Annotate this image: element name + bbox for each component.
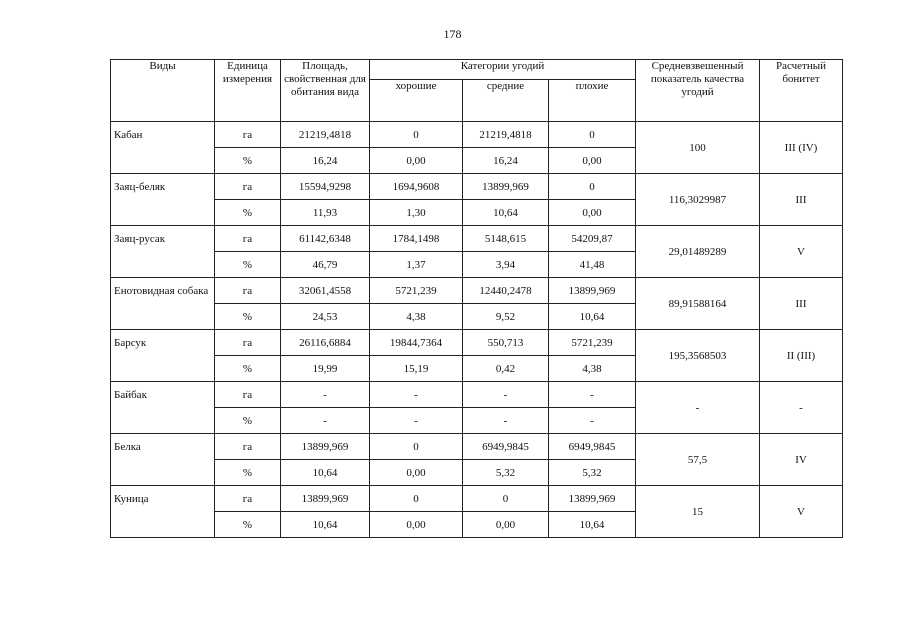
species-name: Барсук: [111, 330, 215, 382]
cell-area: -: [281, 408, 370, 434]
cell-medium: 10,64: [463, 200, 549, 226]
cell-good: 4,38: [370, 304, 463, 330]
cell-good: 15,19: [370, 356, 463, 382]
header-categories: Категории угодий: [370, 60, 636, 80]
table-header: [111, 60, 843, 122]
cell-quality: 57,5: [636, 434, 760, 486]
cell-medium: 550,713: [463, 330, 549, 356]
cell-medium: 5148,615: [463, 226, 549, 252]
cell-quality: 29,01489289: [636, 226, 760, 278]
cell-area: 21219,4818: [281, 122, 370, 148]
cell-area: 15594,9298: [281, 174, 370, 200]
cell-good: 1,37: [370, 252, 463, 278]
cell-poor: 6949,9845: [549, 434, 636, 460]
species-name: Белка: [111, 434, 215, 486]
cell-medium: 0,42: [463, 356, 549, 382]
cell-medium: 21219,4818: [463, 122, 549, 148]
cell-area: 11,93: [281, 200, 370, 226]
cell-good: 0,00: [370, 460, 463, 486]
cell-poor: 13899,969: [549, 486, 636, 512]
cell-bonitet: -: [760, 382, 843, 434]
cell-poor: 0,00: [549, 200, 636, 226]
cell-medium: 0,00: [463, 512, 549, 538]
cell-good: 0: [370, 486, 463, 512]
cell-bonitet: II (III): [760, 330, 843, 382]
cell-bonitet: V: [760, 486, 843, 538]
cell-poor: 41,48: [549, 252, 636, 278]
cell-unit: %: [215, 356, 281, 382]
cell-good: 0,00: [370, 512, 463, 538]
cell-medium: 16,24: [463, 148, 549, 174]
table-row: [111, 382, 843, 408]
cell-area: 10,64: [281, 460, 370, 486]
cell-unit: %: [215, 148, 281, 174]
cell-quality: 89,91588164: [636, 278, 760, 330]
cell-poor: 5,32: [549, 460, 636, 486]
cell-good: -: [370, 408, 463, 434]
cell-quality: -: [636, 382, 760, 434]
cell-quality: 15: [636, 486, 760, 538]
cell-area: 32061,4558: [281, 278, 370, 304]
cell-area: 46,79: [281, 252, 370, 278]
habitat-table: [110, 59, 843, 538]
cell-poor: -: [549, 382, 636, 408]
cell-poor: 10,64: [549, 512, 636, 538]
cell-unit: га: [215, 278, 281, 304]
table-body: [111, 122, 843, 538]
cell-unit: га: [215, 330, 281, 356]
cell-bonitet: III: [760, 278, 843, 330]
cell-unit: га: [215, 122, 281, 148]
table-row: [111, 122, 843, 148]
cell-medium: 5,32: [463, 460, 549, 486]
cell-good: -: [370, 382, 463, 408]
table-row: [111, 330, 843, 356]
cell-bonitet: V: [760, 226, 843, 278]
cell-unit: %: [215, 252, 281, 278]
cell-unit: %: [215, 408, 281, 434]
table-row: [111, 278, 843, 304]
cell-unit: га: [215, 486, 281, 512]
cell-bonitet: IV: [760, 434, 843, 486]
header-bonitet: Расчетный бонитет: [760, 60, 843, 122]
header-unit: Единица измерения: [215, 60, 281, 122]
cell-good: 0: [370, 434, 463, 460]
cell-medium: -: [463, 382, 549, 408]
cell-poor: -: [549, 408, 636, 434]
cell-area: 13899,969: [281, 434, 370, 460]
cell-poor: 4,38: [549, 356, 636, 382]
cell-quality: 116,3029987: [636, 174, 760, 226]
cell-unit: %: [215, 460, 281, 486]
cell-medium: 9,52: [463, 304, 549, 330]
header-medium: средние: [463, 80, 549, 122]
page-number: 178: [443, 27, 462, 41]
cell-unit: га: [215, 174, 281, 200]
cell-quality: 100: [636, 122, 760, 174]
cell-bonitet: III (IV): [760, 122, 843, 174]
cell-good: 19844,7364: [370, 330, 463, 356]
species-name: Куница: [111, 486, 215, 538]
cell-poor: 0: [549, 122, 636, 148]
cell-medium: 3,94: [463, 252, 549, 278]
cell-area: 24,53: [281, 304, 370, 330]
cell-good: 1,30: [370, 200, 463, 226]
cell-unit: га: [215, 226, 281, 252]
cell-area: 13899,969: [281, 486, 370, 512]
cell-poor: 13899,969: [549, 278, 636, 304]
cell-good: 1694,9608: [370, 174, 463, 200]
cell-medium: 0: [463, 486, 549, 512]
table-row: [111, 434, 843, 460]
species-name: Заяц-русак: [111, 226, 215, 278]
cell-medium: 12440,2478: [463, 278, 549, 304]
table-row: [111, 174, 843, 200]
cell-good: 1784,1498: [370, 226, 463, 252]
cell-unit: га: [215, 434, 281, 460]
header-good: хорошие: [370, 80, 463, 122]
cell-poor: 0,00: [549, 148, 636, 174]
header-area: Площадь, свойственная для обитания вида: [281, 60, 370, 122]
species-name: Енотовидная собака: [111, 278, 215, 330]
cell-area: -: [281, 382, 370, 408]
cell-poor: 0: [549, 174, 636, 200]
cell-poor: 5721,239: [549, 330, 636, 356]
cell-good: 0,00: [370, 148, 463, 174]
cell-unit: %: [215, 200, 281, 226]
cell-unit: га: [215, 382, 281, 408]
cell-area: 19,99: [281, 356, 370, 382]
cell-area: 26116,6884: [281, 330, 370, 356]
cell-poor: 10,64: [549, 304, 636, 330]
header-species: Виды: [111, 60, 215, 122]
cell-poor: 54209,87: [549, 226, 636, 252]
cell-medium: 6949,9845: [463, 434, 549, 460]
cell-bonitet: III: [760, 174, 843, 226]
cell-medium: -: [463, 408, 549, 434]
header-quality: Средневзвешенный показатель качества угодий: [636, 60, 760, 122]
cell-unit: %: [215, 512, 281, 538]
table-row: [111, 226, 843, 252]
species-name: Байбак: [111, 382, 215, 434]
cell-quality: 195,3568503: [636, 330, 760, 382]
cell-good: 0: [370, 122, 463, 148]
cell-area: 16,24: [281, 148, 370, 174]
header-poor: плохие: [549, 80, 636, 122]
cell-area: 10,64: [281, 512, 370, 538]
cell-unit: %: [215, 304, 281, 330]
species-name: Заяц-беляк: [111, 174, 215, 226]
cell-good: 5721,239: [370, 278, 463, 304]
cell-area: 61142,6348: [281, 226, 370, 252]
cell-medium: 13899,969: [463, 174, 549, 200]
species-name: Кабан: [111, 122, 215, 174]
table-row: [111, 486, 843, 512]
